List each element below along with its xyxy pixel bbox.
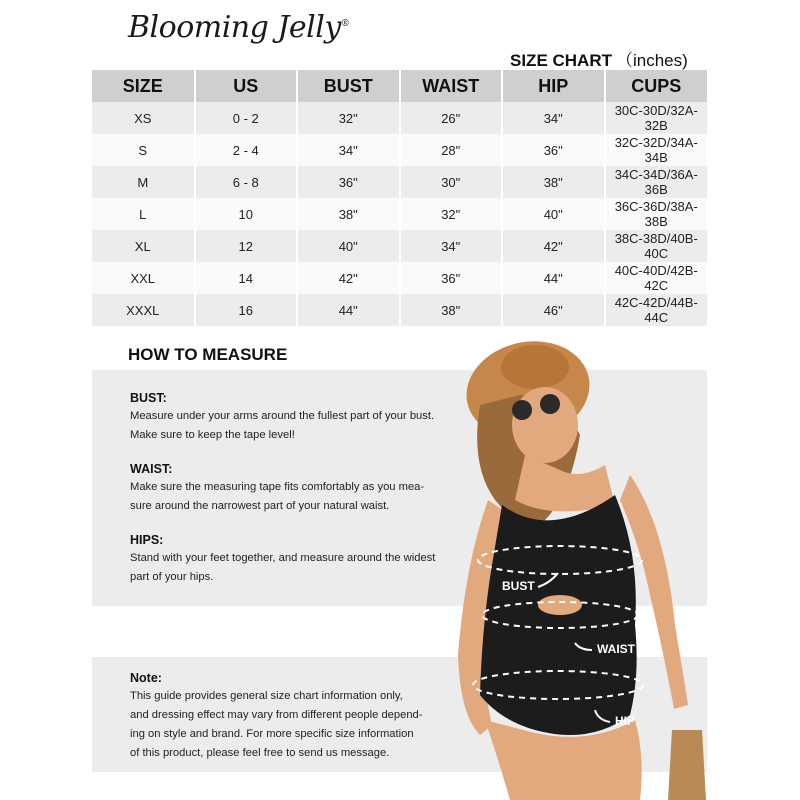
how-to-measure-heading: HOW TO MEASURE — [128, 345, 288, 364]
cell-waist: 26" — [400, 102, 503, 134]
cell-us: 6 - 8 — [195, 166, 298, 198]
bust-text-line: Make sure to keep the tape level! — [130, 429, 295, 441]
cell-size: XL — [92, 230, 195, 262]
cell-hip: 46" — [502, 294, 605, 326]
hip-photo-label: HIP — [615, 714, 636, 728]
cell-cups: 42C-42D/44B-44C — [605, 294, 708, 326]
cell-us: 12 — [195, 230, 298, 262]
cell-cups: 34C-34D/36A-36B — [605, 166, 708, 198]
cell-waist: 28" — [400, 134, 503, 166]
black-swimsuit — [480, 495, 637, 735]
note-text-line: of this product, please feel free to send us message. — [130, 747, 390, 759]
cell-cups: 30C-30D/32A-32B — [605, 102, 708, 134]
cell-us: 16 — [195, 294, 298, 326]
brand-logo — [128, 10, 349, 45]
size-chart-title-main: SIZE CHART — [510, 51, 612, 70]
table-row — [92, 262, 707, 294]
table-row — [92, 166, 707, 198]
cell-us: 2 - 4 — [195, 134, 298, 166]
cell-size: S — [92, 134, 195, 166]
cell-hip: 34" — [502, 102, 605, 134]
table-row — [92, 102, 707, 134]
cell-bust: 34" — [297, 134, 400, 166]
waist-label: WAIST: — [130, 462, 173, 476]
cell-size: XXL — [92, 262, 195, 294]
cell-hip: 36" — [502, 134, 605, 166]
cell-cups: 40C-40D/42B-42C — [605, 262, 708, 294]
hips-text-line: Stand with your feet together, and measure around the widest — [130, 552, 436, 564]
bust-instructions — [130, 389, 450, 445]
cell-hip: 42" — [502, 230, 605, 262]
sunglasses-left-lens — [512, 400, 532, 420]
cell-cups: 32C-32D/34A-34B — [605, 134, 708, 166]
cell-size: XXXL — [92, 294, 195, 326]
hips-instructions — [130, 531, 450, 587]
header-cups: CUPS — [605, 70, 708, 102]
header-us: US — [195, 70, 298, 102]
waist-text-line: sure around the narrowest part of your natural waist. — [130, 500, 390, 512]
size-chart-title — [510, 46, 688, 71]
cell-size: M — [92, 166, 195, 198]
hips-label: HIPS: — [130, 533, 164, 547]
note-text-line: This guide provides general size chart information only, — [130, 690, 403, 702]
brand-name: Blooming Jelly — [128, 10, 341, 45]
waist-text-line: Make sure the measuring tape fits comfortably as you mea- — [130, 481, 425, 493]
straw-bag — [668, 730, 706, 800]
size-table — [92, 70, 707, 326]
bust-label: BUST: — [130, 391, 167, 405]
bust-text-line: Measure under your arms around the fullest part of your bust. — [130, 410, 435, 422]
model-photo — [440, 325, 710, 800]
sunglasses-right-lens — [540, 394, 560, 414]
cell-bust: 44" — [297, 294, 400, 326]
straw-hat-crown — [501, 345, 569, 389]
cell-waist: 36" — [400, 262, 503, 294]
table-header-row — [92, 70, 707, 102]
cell-size: L — [92, 198, 195, 230]
bust-photo-label: BUST — [502, 579, 535, 593]
cell-bust: 38" — [297, 198, 400, 230]
cell-us: 0 - 2 — [195, 102, 298, 134]
table-row — [92, 198, 707, 230]
waist-photo-label: WAIST — [597, 642, 635, 656]
note-text-line: and dressing effect may vary from different people depend- — [130, 709, 423, 721]
table-row — [92, 134, 707, 166]
table-row — [92, 230, 707, 262]
cell-bust: 40" — [297, 230, 400, 262]
waist-instructions — [130, 460, 450, 516]
cell-bust: 42" — [297, 262, 400, 294]
note-block — [130, 669, 450, 763]
note-text-line: ing on style and brand. For more specific size information — [130, 728, 414, 740]
cell-waist: 38" — [400, 294, 503, 326]
cell-bust: 36" — [297, 166, 400, 198]
size-chart-title-unit: （inches) — [616, 51, 688, 70]
cell-hip: 38" — [502, 166, 605, 198]
header-hip: HIP — [502, 70, 605, 102]
cell-us: 14 — [195, 262, 298, 294]
cell-waist: 32" — [400, 198, 503, 230]
cell-size: XS — [92, 102, 195, 134]
cell-hip: 40" — [502, 198, 605, 230]
registered-mark: ® — [340, 19, 350, 29]
cell-us: 10 — [195, 198, 298, 230]
cell-cups: 38C-38D/40B-40C — [605, 230, 708, 262]
note-label: Note: — [130, 671, 162, 685]
cell-waist: 34" — [400, 230, 503, 262]
header-bust: BUST — [297, 70, 400, 102]
cell-cups: 36C-36D/38A-38B — [605, 198, 708, 230]
hips-text-line: part of your hips. — [130, 571, 214, 583]
header-waist: WAIST — [400, 70, 503, 102]
cell-hip: 44" — [502, 262, 605, 294]
cell-bust: 32" — [297, 102, 400, 134]
table-row — [92, 294, 707, 326]
swimsuit-cutout — [538, 595, 582, 615]
header-size: SIZE — [92, 70, 195, 102]
cell-waist: 30" — [400, 166, 503, 198]
